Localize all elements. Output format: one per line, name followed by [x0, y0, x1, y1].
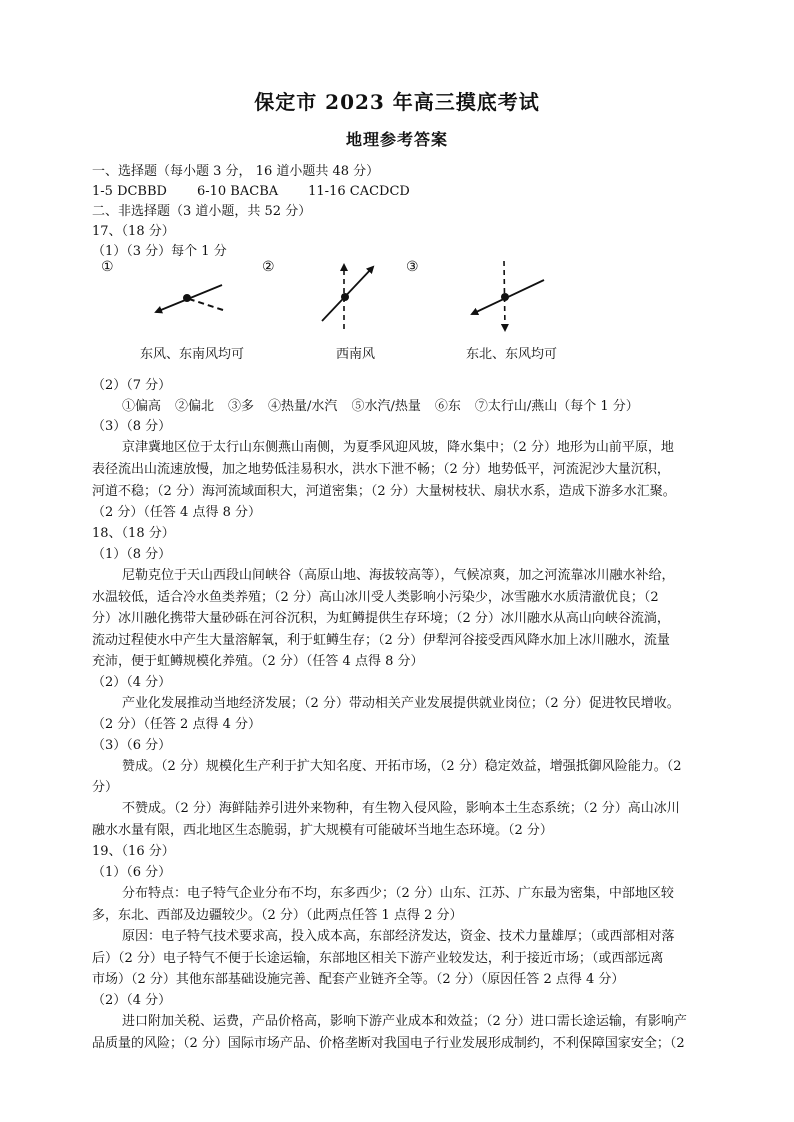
choice-answers — [92, 184, 410, 200]
wind-diagram-svg — [0, 257, 794, 347]
paragraph-line: 品质量的风险；（2 分）国际市场产品、价格垄断对我国电子行业发展形成制约，不利保障国家安全；（2 — [92, 1036, 685, 1051]
paragraph-line: 京津冀地区位于太行山东侧燕山南侧，为夏季风迎风坡，降水集中；（2 分）地形为山前平原，地 — [122, 440, 674, 455]
answers-1-5: 1-5 DCBBD — [92, 184, 167, 199]
page-subtitle: 地理参考答案 — [345, 130, 448, 149]
diagram-marker-3: ③ — [406, 259, 419, 275]
paragraph-line: 尼勒克位于天山西段山间峡谷（高原山地、海拔较高等），气候凉爽，加之河流靠冰川融水补给， — [122, 568, 675, 583]
answers-6-10: 6-10 BACBA — [196, 184, 279, 199]
q18-part1-heading: （1）（8 分） — [92, 547, 172, 562]
diagram-caption-1: 东风、东南风均可 — [140, 347, 245, 362]
q18-heading: 18、（18 分） — [92, 526, 175, 541]
diagram-marker-2: ② — [262, 259, 275, 275]
q19-part1-heading: （1）（6 分） — [92, 865, 172, 880]
q19-part2-heading: （2）（4 分） — [92, 993, 172, 1008]
paragraph-line: 表径流出山流速放慢，加之地势低洼易积水，洪水下泄不畅；（2 分）地势低平，河流泥沙大量沉积， — [92, 462, 670, 477]
paragraph-line: 后）（2 分）电子特气不便于长途运输，东部地区相关下游产业较发达，利于接近市场；（或西部远离 — [92, 951, 664, 966]
paragraph-line: 原因：电子特气技术要求高，投入成本高，东部经济发达，资金、技术力量雄厚；（或西部相对落 — [122, 929, 675, 944]
q17-part3-heading: （3）（8 分） — [92, 419, 172, 434]
answer-item: ⑥东 — [434, 399, 461, 414]
q19-heading: 19、（16 分） — [92, 844, 175, 859]
paragraph-line: 进口附加关税、运费，产品价格高，影响下游产业成本和效益；（2 分）进口需长途运输，有影响产 — [122, 1014, 687, 1029]
paragraph-line: 产业化发展推动当地经济发展；（2 分）带动相关产业发展提供就业岗位；（2 分）促进牧民增收。 — [122, 696, 680, 711]
q18-part3-heading: （3）（6 分） — [92, 738, 172, 753]
paragraph-line: 流动过程使水中产生大量溶解氧，利于虹鳟生存；（2 分）伊犁河谷接受西风降水加上冰川融水，流量 — [92, 633, 670, 648]
page-title: 保定市 2023 年高三摸底考试 — [254, 90, 540, 114]
paragraph-line: 多，东北、西部及边疆较少。（2 分）（此两点任答 1 点得 2 分） — [92, 908, 463, 923]
q17-part2-answers — [122, 399, 639, 415]
answer-item: ③多 — [228, 399, 255, 414]
answer-item: ①偏高 — [122, 399, 162, 414]
section-nonchoice-heading: 二、非选择题（3 道小题，共 52 分） — [92, 204, 312, 219]
paragraph-line: 赞成。（2 分）规模化生产利于扩大知名度、开拓市场，（2 分）稳定效益，增强抵御风险能力。（2 — [122, 759, 682, 774]
wind-direction-diagrams — [0, 257, 794, 347]
answer-item: ⑦太行山/燕山（每个 1 分） — [474, 399, 639, 414]
q17-heading: 17、（18 分） — [92, 224, 175, 239]
diagram-caption-3: 东北、东风均可 — [466, 347, 558, 362]
paragraph-line: 融水水量有限，西北地区生态脆弱，扩大规模有可能破坏当地生态环境。（2 分） — [92, 823, 553, 838]
section-choice-heading: 一、选择题（每小题 3 分， 16 道小题共 48 分） — [92, 164, 380, 179]
paragraph-line: 水温较低，适合冷水鱼类养殖；（2 分）高山冰川受人类影响小污染少，冰雪融水水质清澈优良；（2 — [92, 590, 659, 605]
diagram-caption-2: 西南风 — [336, 347, 376, 362]
paragraph-line: 分布特点：电子特气企业分布不均，东多西少；（2 分）山东、江苏、广东最为密集，中部地区较 — [122, 886, 674, 901]
wind-diagram-2 — [322, 265, 373, 329]
q17-part2-heading: （2）（7 分） — [92, 378, 172, 393]
answers-11-16: 11-16 CACDCD — [308, 184, 410, 199]
paragraph-line: 不赞成。（2 分）海鲜陆养引进外来物种，有生物入侵风险，影响本土生态系统；（2 分）高山冰川 — [122, 801, 680, 816]
answer-item: ②偏北 — [175, 399, 215, 414]
paragraph-line: 分） — [92, 780, 119, 795]
wind-diagram-3 — [472, 261, 544, 330]
q18-part2-heading: （2）（4 分） — [92, 675, 172, 690]
paragraph-line: （2 分）（任答 4 点得 8 分） — [92, 505, 261, 520]
diagram-marker-1: ① — [101, 259, 114, 275]
wind-diagram-1 — [156, 285, 223, 312]
q17-part1-heading: （1）（3 分）每个 1 分 — [92, 244, 227, 259]
paragraph-line: 充沛，便于虹鳟规模化养殖。（2 分）（任答 4 点得 8 分） — [92, 654, 424, 669]
answer-item: ④热量/水汽 — [268, 399, 338, 414]
paragraph-line: 河道不稳；（2 分）海河流域面积大，河道密集；（2 分）大量树枝状、扇状水系，造成下游多水汇聚。 — [92, 484, 676, 499]
paragraph-line: 市场）（2 分）其他东部基础设施完善、配套产业链齐全等。（2 分）（原因任答 2 点得 4 分） — [92, 972, 625, 987]
paragraph-line: 分）冰川融化携带大量砂砾在河谷沉积，为虹鳟提供生存环境；（2 分）冰川融水从高山向峡谷流淌， — [92, 611, 670, 626]
answer-item: ⑤水汽/热量 — [351, 399, 421, 414]
paragraph-line: （2 分）（任答 2 点得 4 分） — [92, 717, 261, 732]
